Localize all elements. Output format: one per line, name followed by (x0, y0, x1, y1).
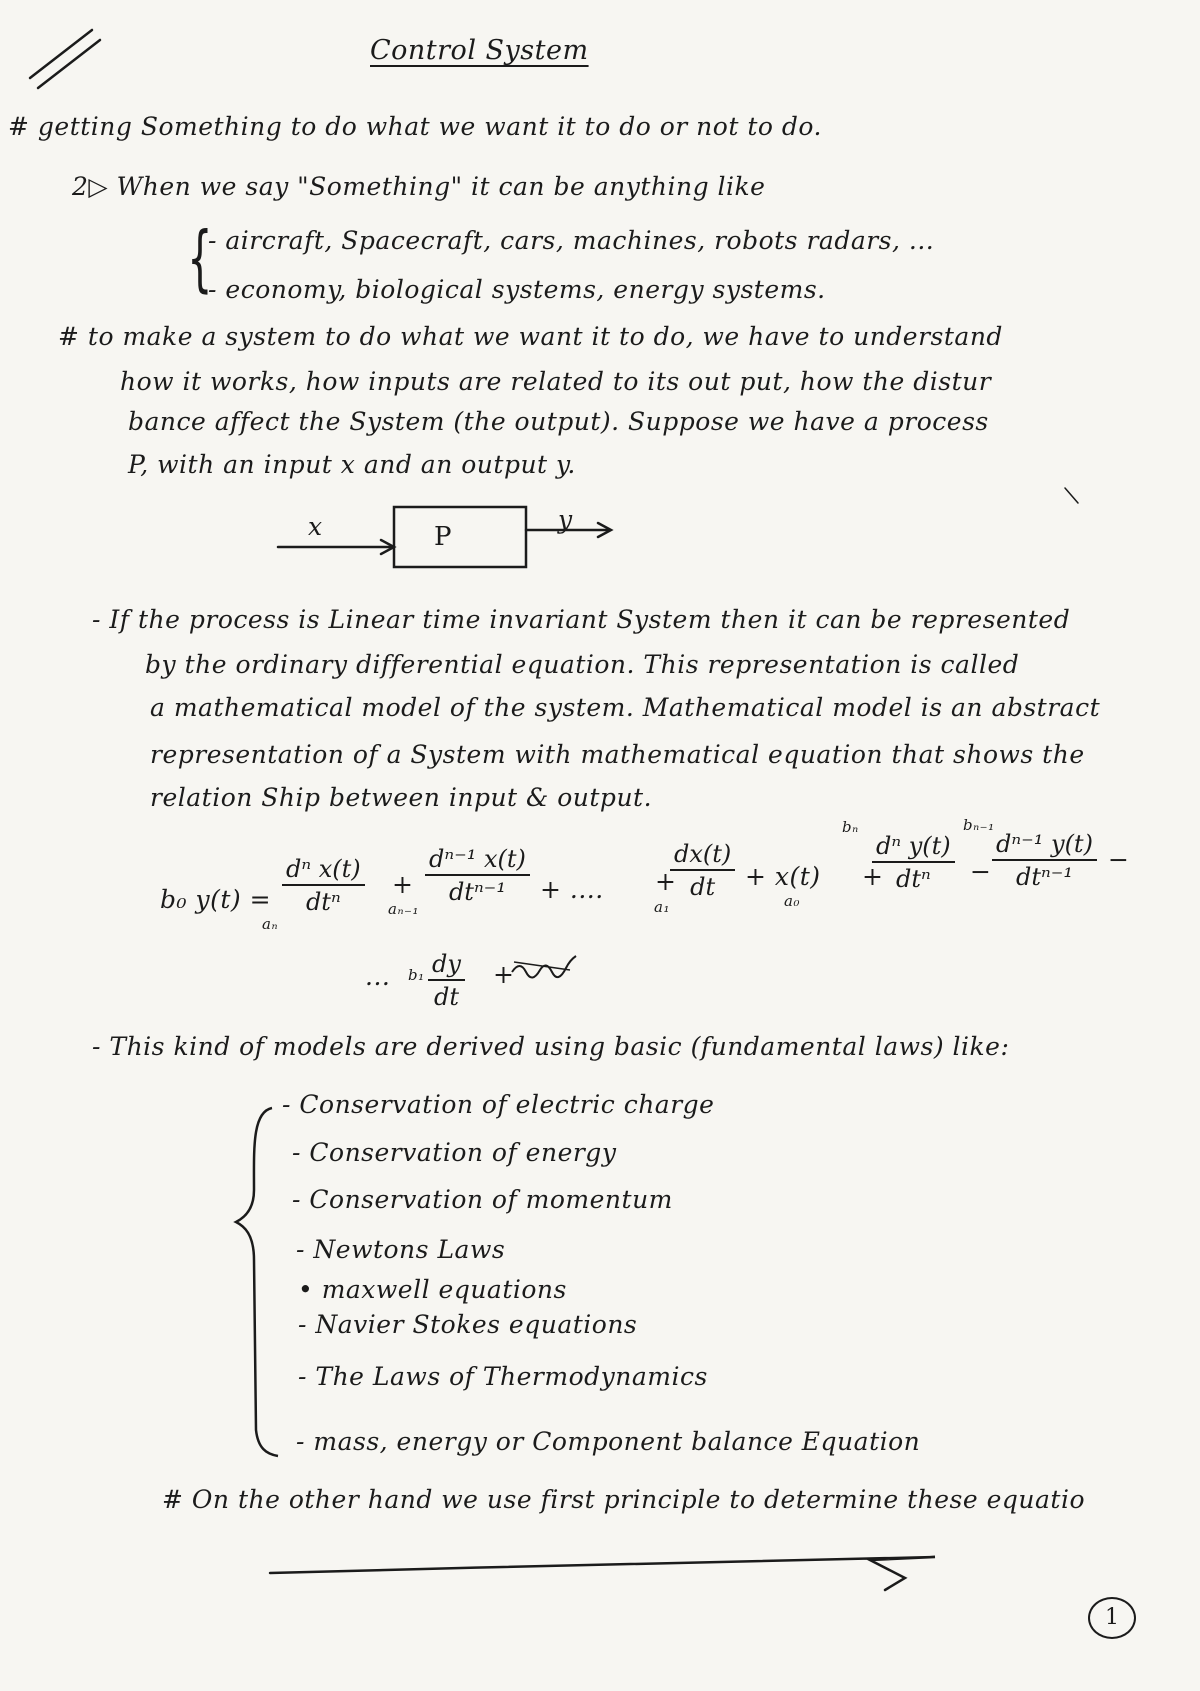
plus-sign: + (655, 867, 677, 896)
term-dx: $\frac{dx(t)}{dt}$ (670, 840, 735, 901)
paragraph-1-line: bance affect the System (the output). Suppose we have a process (128, 407, 989, 436)
input-label: x (308, 512, 323, 541)
paragraph-2-line: representation of a System with mathematical equation that shows the (150, 740, 1085, 769)
term-dn-y: dⁿ y(t) dtⁿ (872, 832, 955, 893)
coefficient-b-1: b₁ (408, 966, 425, 984)
example-item: - aircraft, Spacecraft, cars, machines, robots radars, ... (208, 226, 935, 255)
coefficient-a-n: aₙ (262, 915, 279, 933)
paragraph-3-intro: - This kind of models are derived using basic (fundamental laws) like: (92, 1032, 1010, 1061)
minus-sign: − (1108, 845, 1130, 874)
paragraph-2-line: - If the process is Linear time invariant System then it can be represented (92, 605, 1071, 634)
term-dn1-x: dⁿ⁻¹ x(t) dtⁿ⁻¹ (425, 845, 530, 906)
term-dn1-y: dⁿ⁻¹ y(t) dtⁿ⁻¹ (992, 830, 1097, 891)
term-dn-x: dⁿ x(t) dtⁿ (282, 855, 365, 916)
page-number: 1 (1088, 1597, 1136, 1639)
intro-line-1: # getting Something to do what we want it to do or not to do. (8, 112, 822, 141)
coefficient-b-n-1: bₙ₋₁ (963, 816, 995, 834)
plus-sign: + (493, 960, 515, 989)
law-item: - Conservation of electric charge (282, 1090, 715, 1119)
output-label: y (558, 505, 573, 534)
law-item: • maxwell equations (298, 1275, 567, 1304)
plus-sign: + (392, 870, 414, 899)
coefficient-a-0: a₀ (784, 892, 800, 910)
equation-lhs: b₀ y(t) = (160, 885, 272, 914)
intro-line-2: 2▷ When we say "Something" it can be anything like (72, 172, 766, 201)
law-item: - Navier Stokes equations (298, 1310, 638, 1339)
coefficient-b-n: bₙ (842, 818, 859, 836)
examples-brace: { (187, 216, 213, 300)
closing-line: # On the other hand we use first principle to determine these equatio (162, 1485, 1085, 1514)
law-item: - Conservation of energy (292, 1138, 617, 1167)
paragraph-1-line: P, with an input x and an output y. (128, 450, 576, 479)
paragraph-1-line: how it works, how inputs are related to its out put, how the distur (120, 367, 992, 396)
term-x: + x(t) (745, 862, 821, 891)
paragraph-1-line: # to make a system to do what we want it to do, we have to understand (58, 322, 1003, 351)
law-item: - mass, energy or Component balance Equation (296, 1427, 921, 1456)
law-item: - Conservation of momentum (292, 1185, 673, 1214)
page-title: Control System (370, 35, 589, 66)
paragraph-2-line: relation Ship between input & output. (150, 783, 653, 812)
paragraph-2-line: a mathematical model of the system. Mathematical model is an abstract (150, 693, 1101, 722)
term-dy: $\frac{dy}{dt}$ (428, 950, 465, 1011)
block-label: P (434, 522, 452, 552)
coefficient-a-1: a₁ (654, 898, 670, 916)
example-item: - economy, biological systems, energy systems. (208, 275, 826, 304)
coefficient-a-n-1: aₙ₋₁ (388, 900, 419, 918)
law-item: - The Laws of Thermodynamics (298, 1362, 708, 1391)
paragraph-2-line: by the ordinary differential equation. This representation is called (145, 650, 1020, 679)
law-item: - Newtons Laws (296, 1235, 506, 1264)
equation-dots: ... (365, 962, 391, 991)
plus-sign: + (862, 862, 884, 891)
minus-sign: − (970, 857, 992, 886)
equation-dots: + .... (540, 875, 604, 904)
